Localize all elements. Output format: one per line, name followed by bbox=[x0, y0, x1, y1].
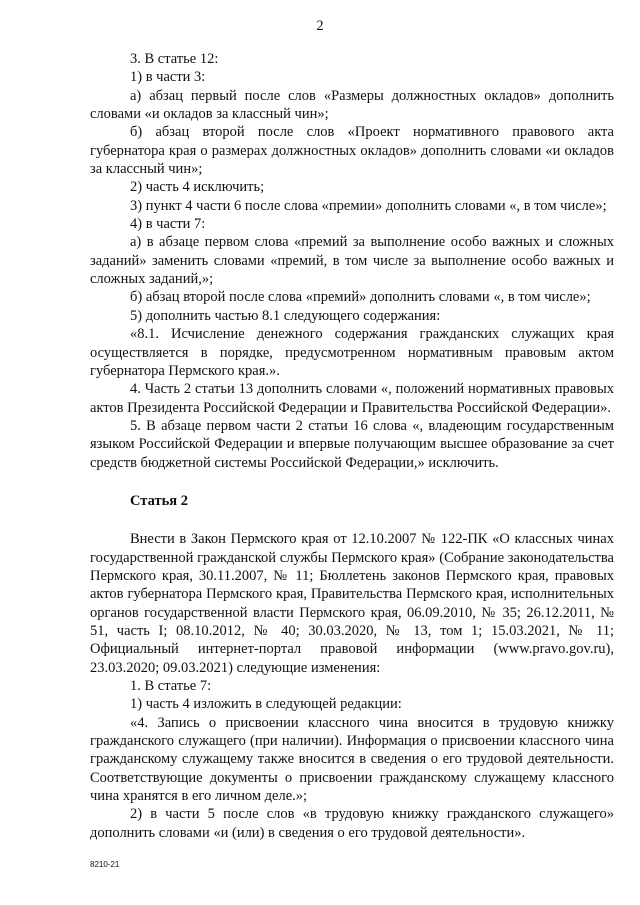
document-code: 8210-21 bbox=[90, 860, 120, 869]
paragraph: 1) часть 4 изложить в следующей редакции: bbox=[130, 696, 402, 713]
paragraph: 2) в части 5 после слов «в трудовую книжку гражданского служащего» дополнить словами «и (или) в сведения о его трудовой деятельности». bbox=[90, 806, 614, 841]
paragraph: 1) в части 3: bbox=[130, 69, 206, 86]
paragraph: б) абзац второй после слов «Проект нормативного правового акта губернатора края о размерах должностных окладов» дополнить словами «и окладов за классный чин»; bbox=[90, 124, 614, 178]
paragraph: 4) в части 7: bbox=[130, 216, 206, 233]
paragraph: 5. В абзаце первом части 2 статьи 16 слова «, владеющим государственным языком Российской Федерации и впервые получающим высшее образование за счет средств бюджетной системы Российской Федерации,» исключить. bbox=[90, 417, 614, 471]
paragraph: 4. Часть 2 статьи 13 дополнить словами «, положений нормативных правовых актов Президента Российской Федерации и Правительства Российской Федерации». bbox=[90, 381, 614, 416]
page-number: 2 bbox=[316, 18, 324, 34]
paragraph: а) в абзаце первом слова «премий за выполнение особо важных и сложных заданий» заменить словами «премий, в том числе за выполнение особо важных и сложных заданий,»; bbox=[90, 234, 614, 288]
paragraph: «4. Запись о присвоении классного чина вносится в трудовую книжку гражданского служащего (при наличии). Информация о присвоении классного чина гражданскому служащему также вносится в сведения о его трудовой деятельности. Соответствующие документы о присвоении гражданскому служащему классного чина хранятся в его личном деле.»; bbox=[90, 714, 614, 805]
paragraph: а) абзац первый после слов «Размеры должностных окладов» дополнить словами «и окладов за классный чин»; bbox=[90, 87, 614, 123]
paragraph: 3) пункт 4 части 6 после слова «премии» дополнить словами «, в том числе»; bbox=[130, 197, 607, 214]
paragraph: Внести в Закон Пермского края от 12.10.2007 № 122-ПК «О классных чинах государственной гражданской службы Пермского края» (Собрание законодательства Пермского края, 30.11.2007, № 11; Бюллетень законов Пермского края, правовых актов губернатора Пермского края, Правительства Пермского края, исполнительных органов государственной власти Пермского края, 06.09.2010, № 35; 26.12.2011, № 51, часть I; 08.10.2012, № 40; 30.03.2020, № 13, том 1; 15.03.2021, № 11; Официальный интернет-портал правовой информации (www.pravo.gov.ru), 23.03.2020; 09.03.2021) следующие изменения: bbox=[90, 531, 614, 676]
article-heading: Статья 2 bbox=[130, 492, 188, 509]
document-body bbox=[90, 50, 614, 842]
paragraph: 2) часть 4 исключить; bbox=[130, 179, 265, 196]
paragraph: б) абзац второй после слова «премий» дополнить словами «, в том числе»; bbox=[130, 289, 591, 306]
paragraph: 1. В статье 7: bbox=[130, 678, 212, 694]
paragraph: «8.1. Исчисление денежного содержания гражданских служащих края осуществляется в порядке, предусмотренном нормативным правовым актом губернатора Пермского края.». bbox=[90, 326, 614, 379]
paragraph: 5) дополнить частью 8.1 следующего содержания: bbox=[130, 307, 441, 324]
paragraph: 3. В статье 12: bbox=[130, 51, 219, 67]
